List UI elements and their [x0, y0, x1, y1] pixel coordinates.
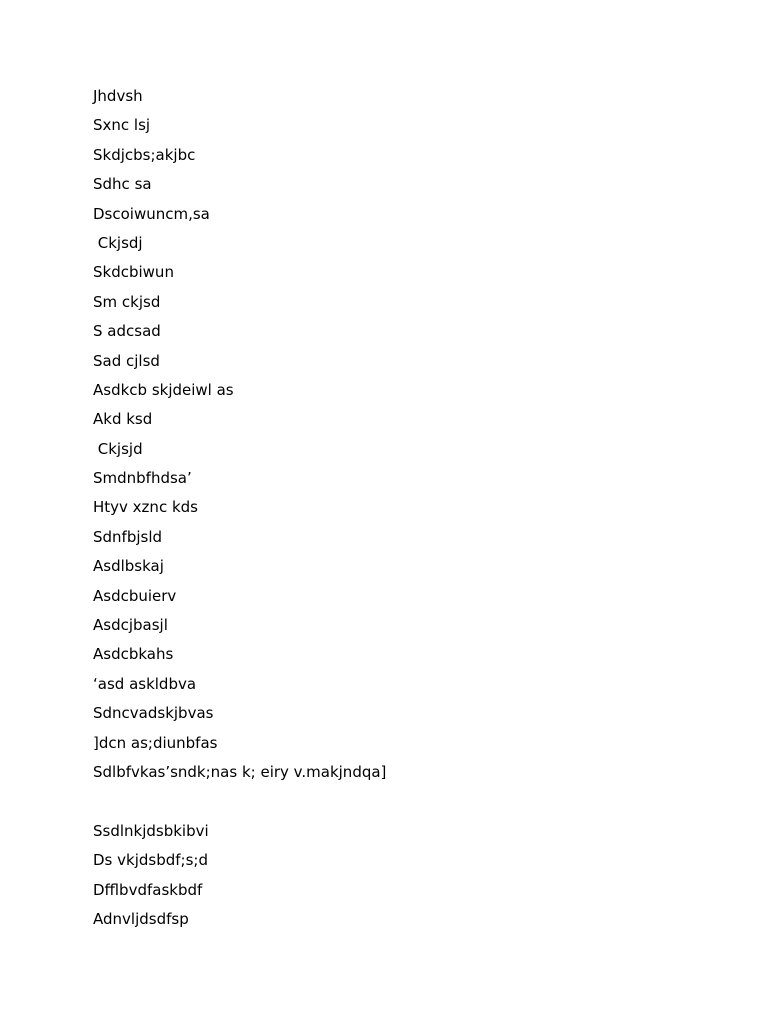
text-line: S adcsad [93, 322, 161, 341]
text-line: Sdnfbjsld [93, 527, 163, 546]
text-line: Smdnbfhdsa’ [93, 469, 192, 488]
text-line: Asdlbskaj [93, 557, 164, 576]
text-line: Akd ksd [93, 410, 153, 429]
text-line: Sdncvadskjbvas [93, 704, 214, 723]
text-line: Skdjcbs;akjbc [93, 145, 196, 164]
text-line: Sxnc lsj [93, 116, 151, 135]
text-line: ‘asd askldbva [93, 674, 197, 693]
text-line: ]dcn as;diunbfas [93, 733, 218, 752]
text-line: Ckjsdj [93, 233, 143, 252]
text-line: Asdcbuierv [93, 586, 177, 605]
text-line: Sm ckjsd [93, 292, 161, 311]
text-line: Jhdvsh [93, 87, 143, 105]
text-line: Sdhc sa [93, 175, 152, 194]
text-line: Skdcbiwun [93, 263, 174, 282]
document-body [93, 86, 386, 938]
text-line: Sdlbfvkas’sndk;nas k; eiry v.makjndqa] [93, 762, 387, 781]
text-line: Asdcbkahs [93, 645, 174, 664]
text-line: Sad cjlsd [93, 351, 160, 370]
blank-line [93, 791, 386, 820]
text-line: Ckjsjd [93, 439, 143, 458]
text-line: Asdcjbasjl [93, 616, 168, 635]
text-line: Asdkcb skjdeiwl as [93, 380, 234, 399]
text-line: Ssdlnkjdsbkibvi [93, 821, 209, 840]
text-line: Htyv xznc kds [93, 498, 198, 517]
text-line: Ds vkjdsbdf;s;d [93, 851, 208, 870]
text-line: Dscoiwuncm,sa [93, 204, 210, 223]
text-line: Adnvljdsdfsp [93, 909, 189, 928]
text-line: Dfflbvdfaskbdf [93, 880, 203, 899]
